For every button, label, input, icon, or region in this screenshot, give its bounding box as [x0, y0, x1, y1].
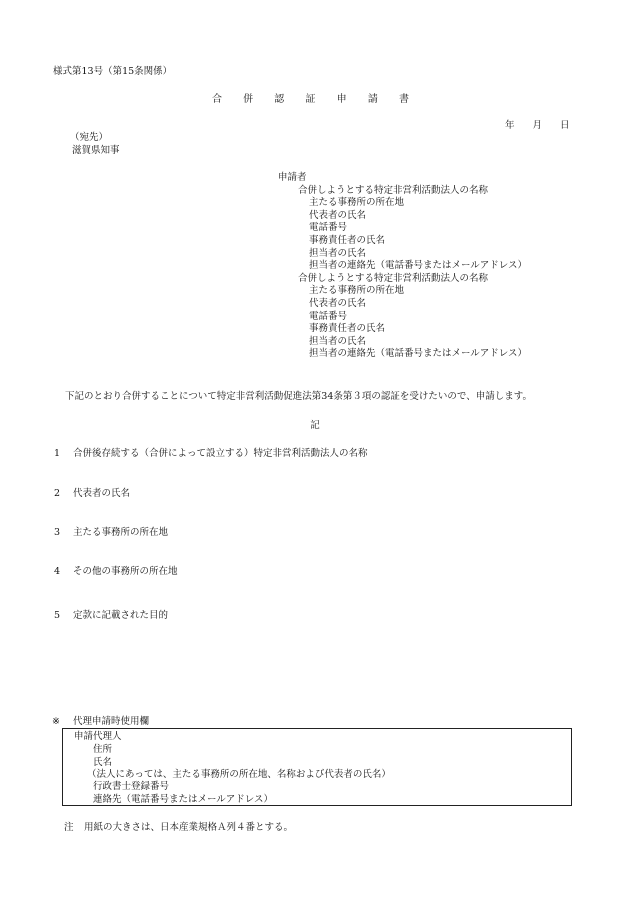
corp2-admin: 事務責任者の氏名	[309, 323, 386, 335]
proxy-corp-note: （法人にあっては、主たる事務所の所在地、名称および代表者の氏名）	[87, 769, 391, 780]
item-3	[54, 527, 168, 539]
date-year: 年	[505, 120, 515, 131]
page-title: 合 併 認 証 申 請 書	[211, 94, 419, 105]
corp2-phone: 電話番号	[309, 310, 348, 322]
corp2-contact-person: 担当者の氏名	[309, 335, 367, 347]
item-number: 3	[54, 527, 61, 538]
note-mark: 注	[64, 822, 74, 833]
proxy-agent-label: 申請代理人	[74, 731, 122, 742]
request-sentence: 下記のとおり合併することについて特定非営利活動促進法第34条第３項の認証を受けたいので、申請します。	[65, 391, 532, 402]
date-month: 月	[532, 120, 543, 131]
reference-mark-icon: ※	[52, 716, 60, 727]
item-text: 定款に記載された目的	[73, 610, 169, 621]
date-line	[505, 120, 570, 132]
corp1-admin: 事務責任者の氏名	[309, 234, 386, 246]
corp1-office: 主たる事務所の所在地	[309, 197, 405, 209]
item-text: その他の事務所の所在地	[73, 566, 178, 577]
corp1-contact: 担当者の連絡先（電話番号またはメールアドレス）	[309, 260, 528, 272]
item-text: 主たる事務所の所在地	[73, 527, 169, 538]
ki-heading: 記	[310, 420, 320, 431]
proxy-heading	[52, 716, 149, 728]
corp1-name: 合併しようとする特定非営利活動法人の名称	[298, 184, 489, 196]
proxy-address: 住所	[93, 744, 113, 755]
note-text: 用紙の大きさは、日本産業規格Ａ列４番とする。	[84, 822, 294, 833]
item-5	[54, 610, 168, 622]
proxy-contact: 連絡先（電話番号またはメールアドレス）	[93, 794, 274, 805]
footnote	[64, 822, 293, 834]
corp2-office: 主たる事務所の所在地	[309, 285, 405, 297]
addressee-name: 滋賀県知事	[72, 145, 120, 156]
corp2-rep: 代表者の氏名	[309, 297, 367, 309]
date-day: 日	[560, 120, 570, 131]
item-1	[54, 448, 368, 460]
item-2	[54, 488, 130, 500]
item-number: 4	[54, 566, 61, 577]
proxy-heading-text: 代理申請時使用欄	[73, 716, 150, 727]
proxy-license: 行政書士登録番号	[93, 781, 170, 792]
item-text: 合併後存続する（合併によって設立する）特定非営利活動法人の名称	[73, 448, 368, 459]
corp1-rep: 代表者の氏名	[309, 209, 367, 221]
applicant-block	[278, 172, 527, 361]
item-number: 5	[54, 610, 61, 621]
item-4	[54, 566, 178, 578]
applicant-label: 申請者	[278, 172, 307, 183]
corp2-contact: 担当者の連絡先（電話番号またはメールアドレス）	[309, 348, 528, 360]
proxy-box	[62, 728, 572, 806]
proxy-name: 氏名	[93, 757, 113, 768]
corp1-contact-person: 担当者の氏名	[309, 247, 367, 259]
addressee-label: （宛先）	[70, 132, 109, 143]
corp1-phone: 電話番号	[309, 222, 348, 234]
item-number: 1	[54, 448, 61, 459]
item-number: 2	[54, 488, 61, 499]
corp2-name: 合併しようとする特定非営利活動法人の名称	[298, 272, 489, 284]
item-text: 代表者の氏名	[73, 488, 131, 499]
form-number: 様式第13号（第15条関係）	[53, 66, 173, 77]
